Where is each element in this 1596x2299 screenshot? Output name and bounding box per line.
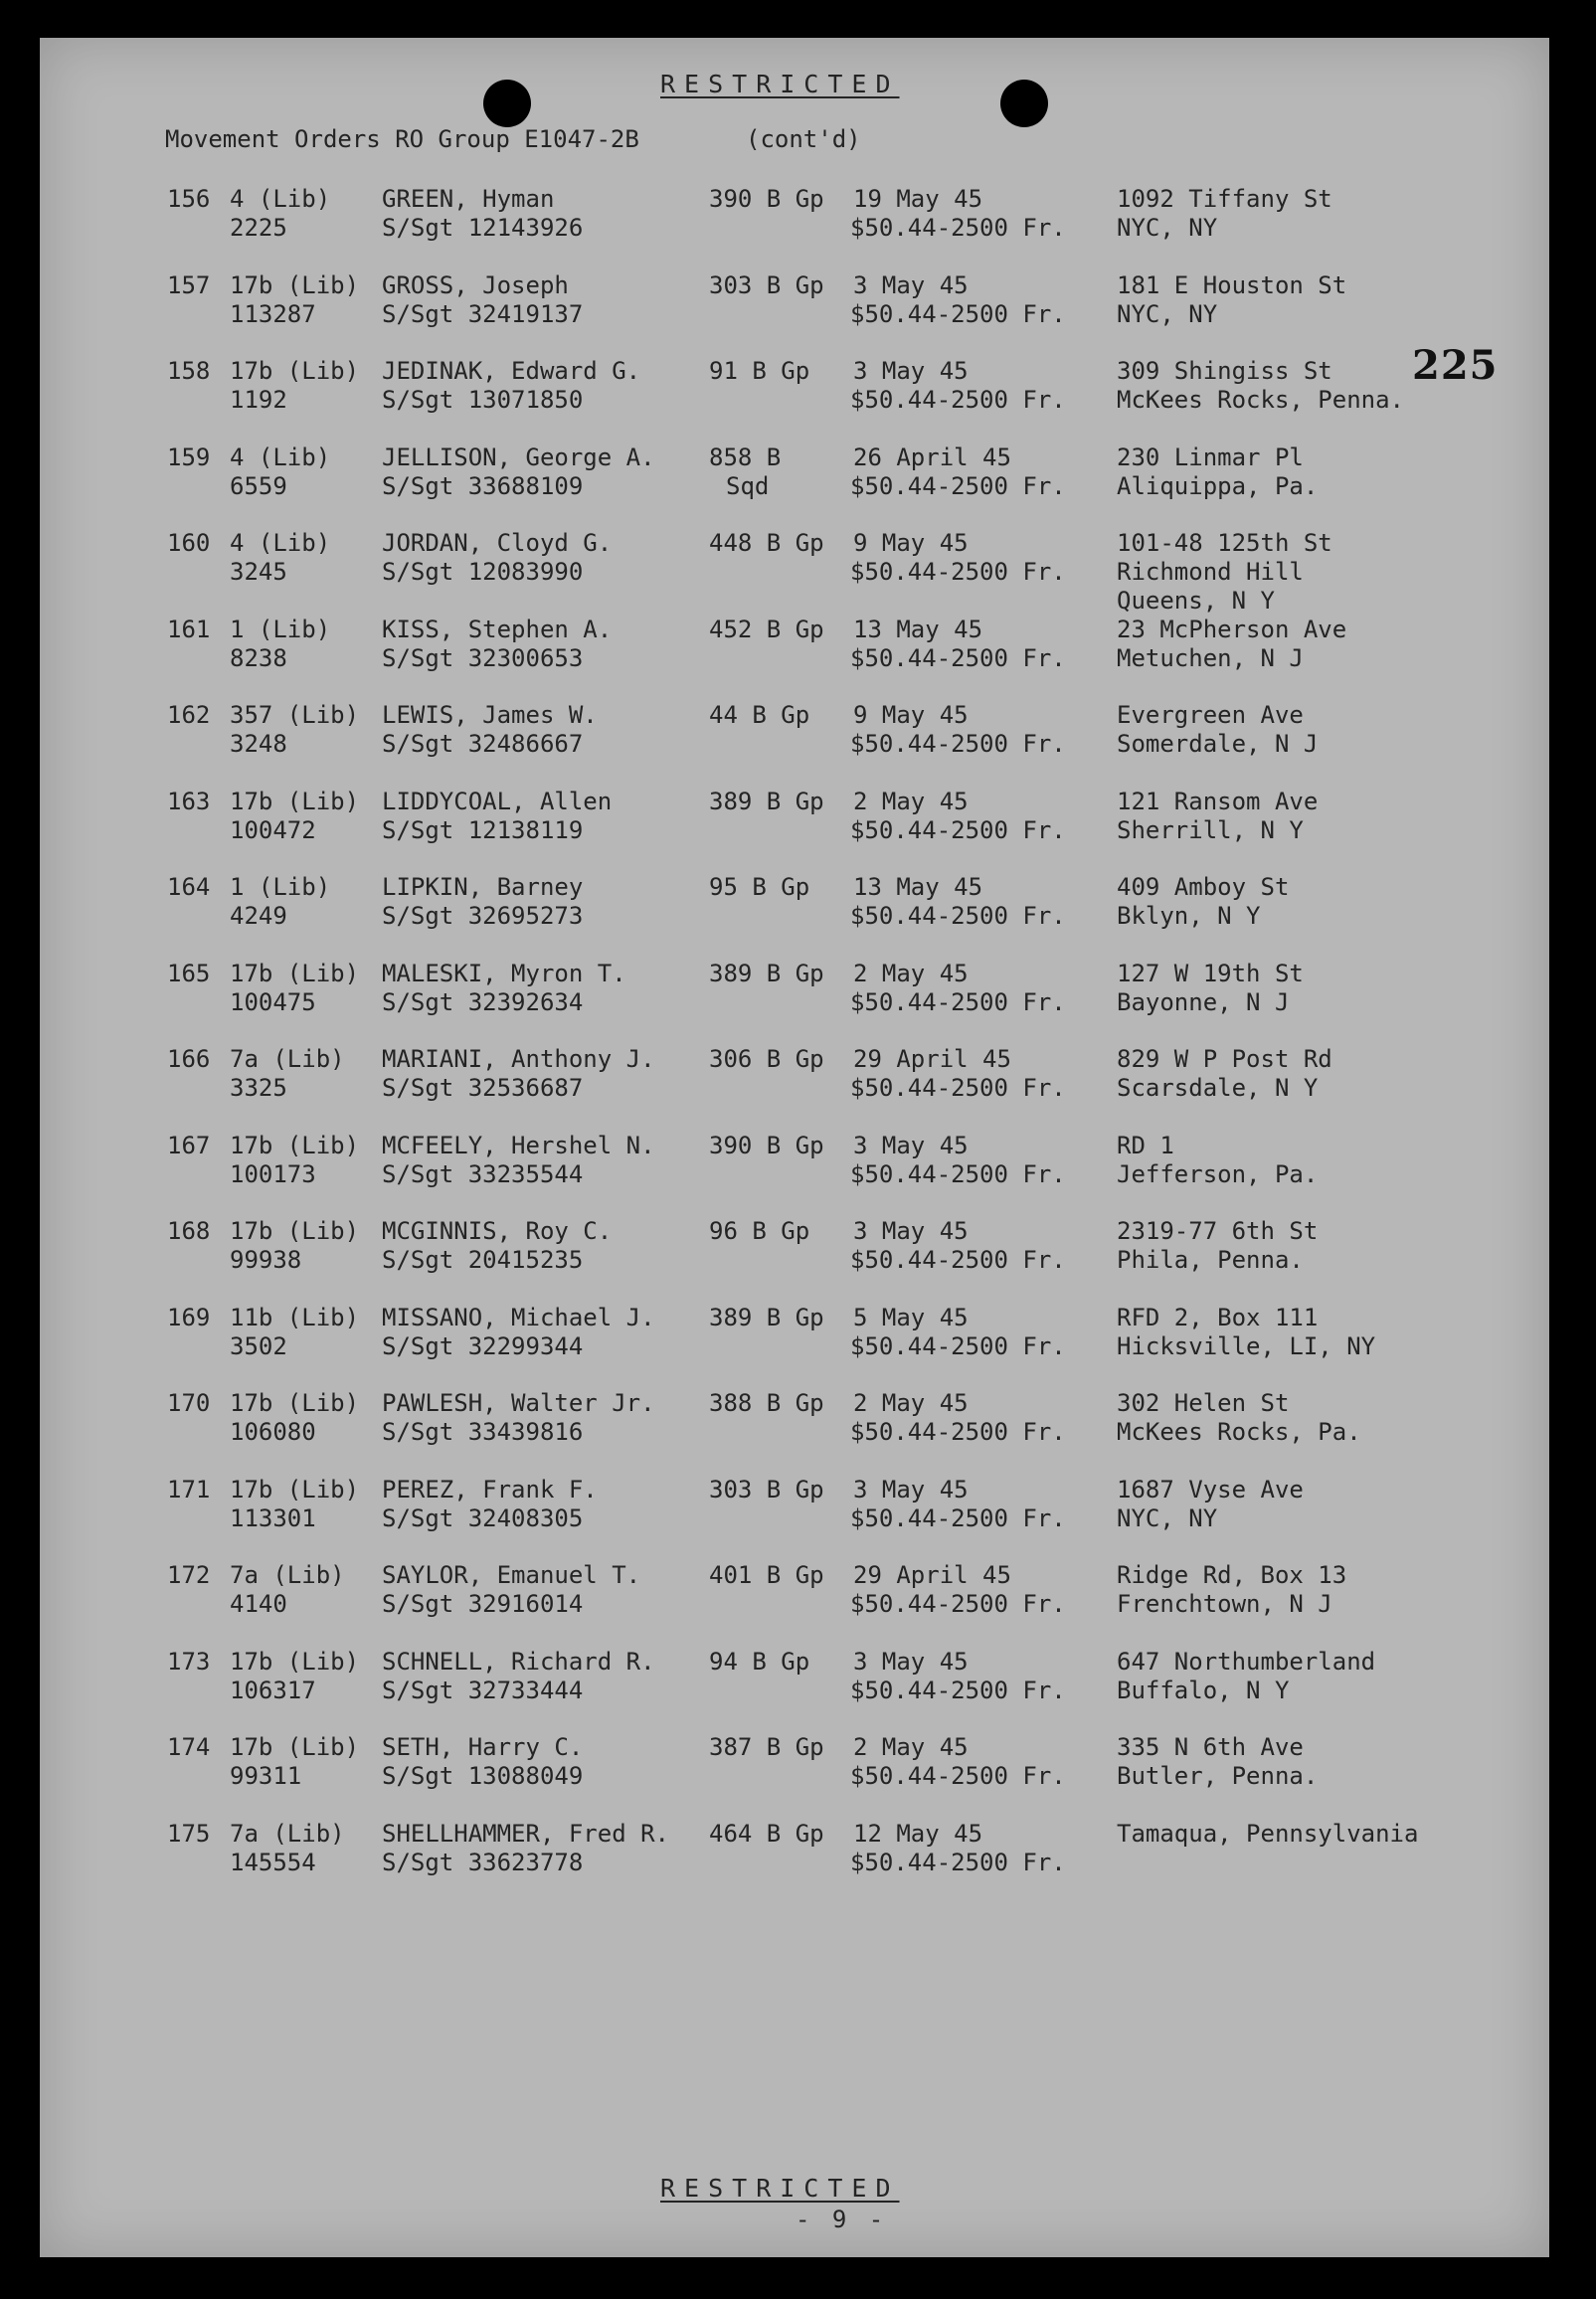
entry-code: 17b (Lib)	[230, 959, 360, 987]
entry-unit: 94 B Gp	[709, 1647, 810, 1676]
entry-date: 9 May 45	[853, 701, 969, 729]
entry-rank-serial: S/Sgt 32695273	[382, 902, 584, 930]
entry-unit: 387 B Gp	[709, 1733, 824, 1761]
entry-code: 7a (Lib)	[230, 1561, 345, 1589]
entry-code: 17b (Lib)	[230, 1475, 360, 1503]
table-row	[40, 1648, 1549, 1733]
entry-name: SETH, Harry C.	[382, 1733, 584, 1761]
entry-serial: 4249	[230, 902, 287, 930]
entry-address-line2: McKees Rocks, Penna.	[1117, 386, 1404, 414]
entry-rank-serial: S/Sgt 12138119	[382, 815, 584, 844]
entry-address-line1: 230 Linmar Pl	[1117, 442, 1304, 471]
entry-address-line1: 335 N 6th Ave	[1117, 1733, 1304, 1761]
entry-date: 2 May 45	[853, 959, 969, 987]
entry-pay: $50.44-2500 Fr.	[850, 1676, 1066, 1704]
entry-address-line2: McKees Rocks, Pa.	[1117, 1418, 1361, 1446]
entry-pay: $50.44-2500 Fr.	[850, 730, 1066, 758]
entry-rank-serial: S/Sgt 32408305	[382, 1503, 584, 1532]
entry-date: 2 May 45	[853, 1389, 969, 1417]
entry-address-line2: Metuchen, N J	[1117, 643, 1304, 672]
entry-address-line2: Jefferson, Pa.	[1117, 1159, 1319, 1188]
entry-address-line1: 1687 Vyse Ave	[1117, 1475, 1304, 1503]
table-row	[40, 1304, 1549, 1389]
entry-pay: $50.44-2500 Fr.	[850, 1074, 1066, 1102]
entry-number: 156	[167, 185, 211, 213]
entry-code: 4 (Lib)	[230, 442, 331, 471]
entry-date: 3 May 45	[853, 1131, 969, 1159]
entry-address-line1: Evergreen Ave	[1117, 701, 1304, 729]
entry-unit: 858 B	[709, 442, 782, 471]
entry-number: 157	[167, 270, 211, 299]
entry-unit: 91 B Gp	[709, 357, 810, 385]
entry-pay: $50.44-2500 Fr.	[850, 299, 1066, 328]
entry-rank-serial: S/Sgt 33439816	[382, 1418, 584, 1446]
table-row	[40, 788, 1549, 873]
entry-number: 158	[167, 357, 211, 385]
entry-address-line1: 409 Amboy St	[1117, 873, 1290, 901]
entry-address-line1: 309 Shingiss St	[1117, 357, 1332, 385]
entry-unit: 306 B Gp	[709, 1045, 824, 1073]
entry-name: MCGINNIS, Roy C.	[382, 1217, 613, 1245]
entry-unit: 389 B Gp	[709, 959, 824, 987]
table-row	[40, 1820, 1549, 1905]
entry-code: 17b (Lib)	[230, 1389, 360, 1417]
entry-name: MCFEELY, Hershel N.	[382, 1131, 655, 1159]
entry-code: 11b (Lib)	[230, 1303, 360, 1331]
entry-rank-serial: S/Sgt 32300653	[382, 643, 584, 672]
entry-serial: 6559	[230, 471, 287, 500]
page-number: - 9 -	[796, 2206, 888, 2233]
entry-address-line1: RFD 2, Box 111	[1117, 1303, 1319, 1331]
table-row	[40, 1045, 1549, 1131]
entry-code: 17b (Lib)	[230, 1217, 360, 1245]
entry-address-line2: Sherrill, N Y	[1117, 815, 1304, 844]
entry-number: 171	[167, 1475, 211, 1503]
entry-number: 166	[167, 1045, 211, 1073]
entry-pay: $50.44-2500 Fr.	[850, 902, 1066, 930]
entry-unit: 401 B Gp	[709, 1561, 824, 1589]
entry-name: PAWLESH, Walter Jr.	[382, 1389, 655, 1417]
entry-serial: 100173	[230, 1159, 316, 1188]
entry-name: JORDAN, Cloyd G.	[382, 529, 613, 557]
entry-date: 19 May 45	[853, 185, 983, 213]
entry-rank-serial: S/Sgt 32486667	[382, 730, 584, 758]
entry-pay: $50.44-2500 Fr.	[850, 1331, 1066, 1360]
entry-serial: 3502	[230, 1331, 287, 1360]
entry-unit: 44 B Gp	[709, 701, 810, 729]
entry-unit: 96 B Gp	[709, 1217, 810, 1245]
restricted-header: RESTRICTED	[660, 70, 900, 98]
entry-rank-serial: S/Sgt 32916014	[382, 1590, 584, 1618]
entry-pay: $50.44-2500 Fr.	[850, 1762, 1066, 1790]
entry-date: 5 May 45	[853, 1303, 969, 1331]
entry-name: GREEN, Hyman	[382, 185, 555, 213]
entry-pay: $50.44-2500 Fr.	[850, 815, 1066, 844]
entry-serial: 113287	[230, 299, 316, 328]
entry-unit: 303 B Gp	[709, 1475, 824, 1503]
entry-address-line1: RD 1	[1117, 1131, 1174, 1159]
entry-rank-serial: S/Sgt 32419137	[382, 299, 584, 328]
entry-address-line1: 1092 Tiffany St	[1117, 185, 1332, 213]
restricted-footer: RESTRICTED	[660, 2174, 900, 2203]
entry-name: LIDDYCOAL, Allen	[382, 787, 613, 815]
entry-name: JEDINAK, Edward G.	[382, 357, 641, 385]
entry-date: 12 May 45	[853, 1819, 983, 1848]
entry-date: 9 May 45	[853, 529, 969, 557]
entry-code: 4 (Lib)	[230, 529, 331, 557]
table-row	[40, 616, 1549, 701]
continued-label: (cont'd)	[746, 125, 861, 153]
entry-code: 1 (Lib)	[230, 873, 331, 901]
entry-rank-serial: S/Sgt 12083990	[382, 558, 584, 586]
entry-number: 163	[167, 787, 211, 815]
entry-pay: $50.44-2500 Fr.	[850, 558, 1066, 586]
entry-date: 3 May 45	[853, 1475, 969, 1503]
entry-name: MISSANO, Michael J.	[382, 1303, 655, 1331]
entry-date: 3 May 45	[853, 270, 969, 299]
entry-code: 1 (Lib)	[230, 615, 331, 643]
entry-pay: $50.44-2500 Fr.	[850, 1159, 1066, 1188]
entry-pay: $50.44-2500 Fr.	[850, 214, 1066, 242]
entry-serial: 100475	[230, 987, 316, 1016]
entry-rank-serial: S/Sgt 20415235	[382, 1246, 584, 1274]
entry-address-line2: Buffalo, N Y	[1117, 1676, 1290, 1704]
entry-date: 3 May 45	[853, 357, 969, 385]
entry-date: 2 May 45	[853, 1733, 969, 1761]
entry-date: 3 May 45	[853, 1647, 969, 1676]
entry-address-line2: NYC, NY	[1117, 299, 1218, 328]
entry-number: 164	[167, 873, 211, 901]
entry-code: 4 (Lib)	[230, 185, 331, 213]
entry-number: 173	[167, 1647, 211, 1676]
entry-unit-line2: Sqd	[726, 471, 770, 500]
entry-address-line1: 181 E Houston St	[1117, 270, 1347, 299]
entry-address-line1: 101-48 125th St	[1117, 529, 1332, 557]
table-row	[40, 357, 1549, 442]
entry-code: 7a (Lib)	[230, 1045, 345, 1073]
entry-unit: 389 B Gp	[709, 787, 824, 815]
entry-address-line2: Phila, Penna.	[1117, 1246, 1304, 1274]
entry-rank-serial: S/Sgt 13088049	[382, 1762, 584, 1790]
entry-address-line1: 127 W 19th St	[1117, 959, 1304, 987]
entry-rank-serial: S/Sgt 12143926	[382, 214, 584, 242]
entry-unit: 464 B Gp	[709, 1819, 824, 1848]
entry-address-line2: NYC, NY	[1117, 214, 1218, 242]
entry-serial: 4140	[230, 1590, 287, 1618]
entry-serial: 106080	[230, 1418, 316, 1446]
entry-date: 13 May 45	[853, 615, 983, 643]
entry-number: 168	[167, 1217, 211, 1245]
entry-pay: $50.44-2500 Fr.	[850, 1503, 1066, 1532]
entry-code: 357 (Lib)	[230, 701, 360, 729]
entry-number: 162	[167, 701, 211, 729]
entry-address-line2: NYC, NY	[1117, 1503, 1218, 1532]
entry-serial: 3245	[230, 558, 287, 586]
entry-name: MALESKI, Myron T.	[382, 959, 626, 987]
entry-serial: 106317	[230, 1676, 316, 1704]
entry-name: JELLISON, George A.	[382, 442, 655, 471]
entry-address-line2: Scarsdale, N Y	[1117, 1074, 1319, 1102]
entry-code: 17b (Lib)	[230, 787, 360, 815]
table-row	[40, 1217, 1549, 1303]
table-row	[40, 1132, 1549, 1217]
entry-unit: 390 B Gp	[709, 1131, 824, 1159]
entry-number: 169	[167, 1303, 211, 1331]
entry-number: 159	[167, 442, 211, 471]
entry-serial: 113301	[230, 1503, 316, 1532]
table-row	[40, 529, 1549, 615]
entry-name: LEWIS, James W.	[382, 701, 598, 729]
entry-code: 17b (Lib)	[230, 270, 360, 299]
punch-hole-right	[1000, 80, 1048, 127]
entry-serial: 99311	[230, 1762, 302, 1790]
entry-unit: 390 B Gp	[709, 185, 824, 213]
entry-unit: 303 B Gp	[709, 270, 824, 299]
entry-pay: $50.44-2500 Fr.	[850, 1246, 1066, 1274]
entry-rank-serial: S/Sgt 33688109	[382, 471, 584, 500]
table-row	[40, 701, 1549, 787]
entry-code: 17b (Lib)	[230, 1131, 360, 1159]
table-row	[40, 1561, 1549, 1647]
entry-serial: 3248	[230, 730, 287, 758]
entry-serial: 3325	[230, 1074, 287, 1102]
entry-address-line1: 121 Ransom Ave	[1117, 787, 1319, 815]
entry-number: 170	[167, 1389, 211, 1417]
entry-address-line2: Richmond Hill	[1117, 558, 1304, 586]
entry-serial: 145554	[230, 1848, 316, 1876]
entry-rank-serial: S/Sgt 33235544	[382, 1159, 584, 1188]
entry-date: 2 May 45	[853, 787, 969, 815]
entry-rank-serial: S/Sgt 32536687	[382, 1074, 584, 1102]
entry-address-line1: 23 McPherson Ave	[1117, 615, 1347, 643]
entry-pay: $50.44-2500 Fr.	[850, 987, 1066, 1016]
entry-rank-serial: S/Sgt 13071850	[382, 386, 584, 414]
entry-serial: 100472	[230, 815, 316, 844]
entry-number: 167	[167, 1131, 211, 1159]
entry-unit: 448 B Gp	[709, 529, 824, 557]
table-row	[40, 271, 1549, 357]
entry-name: PEREZ, Frank F.	[382, 1475, 598, 1503]
entry-pay: $50.44-2500 Fr.	[850, 1418, 1066, 1446]
entry-address-line2: Frenchtown, N J	[1117, 1590, 1332, 1618]
entry-address-line3: Queens, N Y	[1117, 587, 1275, 615]
entry-serial: 2225	[230, 214, 287, 242]
entry-address-line1: 647 Northumberland	[1117, 1647, 1376, 1676]
entry-address-line2: Somerdale, N J	[1117, 730, 1319, 758]
table-row	[40, 443, 1549, 529]
table-row	[40, 185, 1549, 270]
table-row	[40, 960, 1549, 1045]
entry-rank-serial: S/Sgt 32733444	[382, 1676, 584, 1704]
entry-name: SAYLOR, Emanuel T.	[382, 1561, 641, 1589]
table-row	[40, 1733, 1549, 1819]
entry-rank-serial: S/Sgt 32299344	[382, 1331, 584, 1360]
entry-address-line2: Butler, Penna.	[1117, 1762, 1319, 1790]
entry-unit: 452 B Gp	[709, 615, 824, 643]
entry-address-line1: 302 Helen St	[1117, 1389, 1290, 1417]
entry-rank-serial: S/Sgt 33623778	[382, 1848, 584, 1876]
entry-code: 17b (Lib)	[230, 1647, 360, 1676]
entry-serial: 1192	[230, 386, 287, 414]
punch-hole-left	[483, 80, 531, 127]
table-row	[40, 1476, 1549, 1561]
entry-name: GROSS, Joseph	[382, 270, 569, 299]
entry-address-line1: Ridge Rd, Box 13	[1117, 1561, 1347, 1589]
entry-address-line2: Hicksville, LI, NY	[1117, 1331, 1376, 1360]
entry-date: 3 May 45	[853, 1217, 969, 1245]
entry-name: KISS, Stephen A.	[382, 615, 613, 643]
entry-rank-serial: S/Sgt 32392634	[382, 987, 584, 1016]
entry-unit: 389 B Gp	[709, 1303, 824, 1331]
entry-date: 29 April 45	[853, 1045, 1011, 1073]
entry-pay: $50.44-2500 Fr.	[850, 471, 1066, 500]
entry-name: MARIANI, Anthony J.	[382, 1045, 655, 1073]
page-stamp: 225	[1412, 342, 1499, 389]
entry-pay: $50.44-2500 Fr.	[850, 1848, 1066, 1876]
entry-pay: $50.44-2500 Fr.	[850, 386, 1066, 414]
entry-pay: $50.44-2500 Fr.	[850, 643, 1066, 672]
entry-code: 17b (Lib)	[230, 357, 360, 385]
entry-date: 29 April 45	[853, 1561, 1011, 1589]
entry-unit: 95 B Gp	[709, 873, 810, 901]
entry-number: 172	[167, 1561, 211, 1589]
entry-address-line2: Bayonne, N J	[1117, 987, 1290, 1016]
document-page	[40, 38, 1549, 2257]
entry-unit: 388 B Gp	[709, 1389, 824, 1417]
entry-number: 160	[167, 529, 211, 557]
entry-code: 17b (Lib)	[230, 1733, 360, 1761]
entry-number: 175	[167, 1819, 211, 1848]
entry-date: 13 May 45	[853, 873, 983, 901]
document-title: Movement Orders RO Group E1047-2B	[165, 125, 639, 153]
entry-pay: $50.44-2500 Fr.	[850, 1590, 1066, 1618]
table-row	[40, 1389, 1549, 1475]
entry-number: 161	[167, 615, 211, 643]
entry-code: 7a (Lib)	[230, 1819, 345, 1848]
entry-serial: 99938	[230, 1246, 302, 1274]
entry-address-line1: 829 W P Post Rd	[1117, 1045, 1332, 1073]
entry-date: 26 April 45	[853, 442, 1011, 471]
table-row	[40, 873, 1549, 959]
entry-number: 174	[167, 1733, 211, 1761]
entry-address-line2: Bklyn, N Y	[1117, 902, 1261, 930]
entry-address-line1: Tamaqua, Pennsylvania	[1117, 1819, 1419, 1848]
entry-name: SCHNELL, Richard R.	[382, 1647, 655, 1676]
entry-address-line2: Aliquippa, Pa.	[1117, 471, 1319, 500]
entry-name: SHELLHAMMER, Fred R.	[382, 1819, 669, 1848]
entry-name: LIPKIN, Barney	[382, 873, 584, 901]
entry-serial: 8238	[230, 643, 287, 672]
entry-number: 165	[167, 959, 211, 987]
entry-address-line1: 2319-77 6th St	[1117, 1217, 1319, 1245]
